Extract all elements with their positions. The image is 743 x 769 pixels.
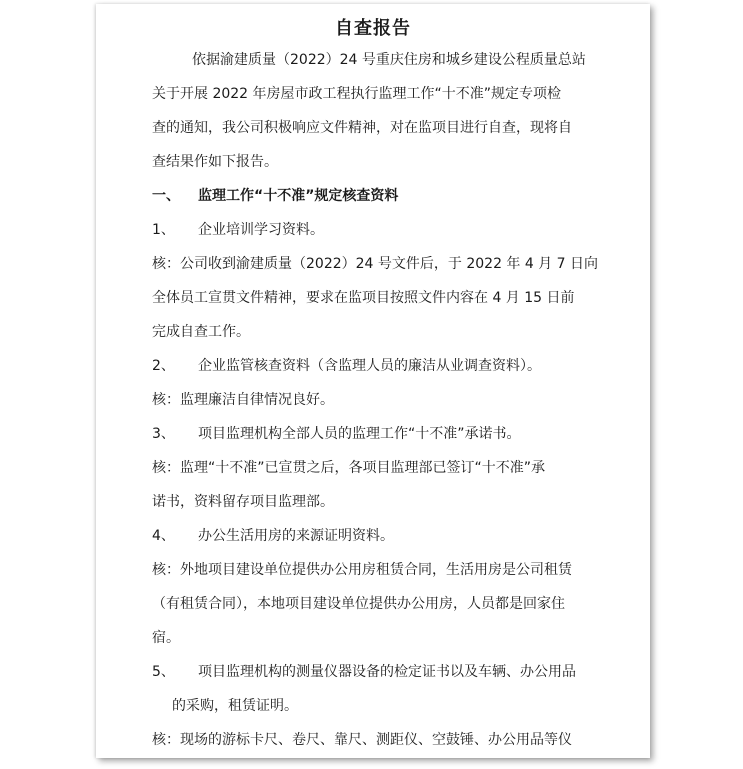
item-title: 办公生活用房的来源证明资料。 bbox=[198, 528, 394, 544]
check-line: 核：监理“十不准”已宣贯之后，各项目监理部已签订“十不准”承 bbox=[152, 460, 546, 476]
check-line: 完成自查工作。 bbox=[152, 324, 250, 340]
section-number: 一、 bbox=[152, 188, 180, 204]
check-line: 宿。 bbox=[152, 630, 180, 646]
item-heading bbox=[152, 220, 324, 240]
document-title: 自查报告 bbox=[335, 18, 411, 39]
item-title-continued: 的采购，租赁证明。 bbox=[172, 698, 298, 714]
item-number: 4、 bbox=[152, 528, 175, 544]
item-number: 5、 bbox=[152, 664, 175, 680]
check-line: 核：现场的游标卡尺、卷尺、靠尺、测距仪、空鼓锤、办公用品等仪 bbox=[152, 732, 572, 748]
item-number: 2、 bbox=[152, 358, 175, 374]
intro-line: 依据渝建质量（2022）24 号重庆住房和城乡建设公程质量总站 bbox=[192, 52, 586, 68]
document-page bbox=[96, 4, 650, 758]
item-title: 项目监理机构的测量仪器设备的检定证书以及车辆、办公用品 bbox=[198, 664, 576, 680]
check-line: 核：外地项目建设单位提供办公用房租赁合同，生活用房是公司租赁 bbox=[152, 562, 572, 578]
check-line: 核：公司收到渝建质量（2022）24 号文件后，于 2022 年 4 月 7 日向 bbox=[152, 256, 599, 272]
item-heading bbox=[152, 424, 521, 444]
intro-line: 关于开展 2022 年房屋市政工程执行监理工作“十不准”规定专项检 bbox=[152, 86, 562, 102]
item-heading bbox=[152, 526, 394, 546]
intro-line: 查结果作如下报告。 bbox=[152, 154, 278, 170]
item-number: 3、 bbox=[152, 426, 175, 442]
check-line: 诺书，资料留存项目监理部。 bbox=[152, 494, 334, 510]
check-line: 全体员工宣贯文件精神，要求在监项目按照文件内容在 4 月 15 日前 bbox=[152, 290, 575, 306]
intro-line: 查的通知，我公司积极响应文件精神，对在监项目进行自查，现将自 bbox=[152, 120, 572, 136]
section-title: 监理工作“十不准”规定核查资料 bbox=[198, 188, 399, 204]
item-title: 企业监管核查资料（含监理人员的廉洁从业调查资料）。 bbox=[198, 358, 541, 374]
item-title: 企业培训学习资料。 bbox=[198, 222, 324, 238]
item-number: 1、 bbox=[152, 222, 175, 238]
item-heading bbox=[152, 356, 541, 376]
item-heading bbox=[152, 662, 576, 682]
check-line: 核：监理廉洁自律情况良好。 bbox=[152, 392, 334, 408]
section-heading bbox=[152, 186, 398, 206]
item-title: 项目监理机构全部人员的监理工作“十不准”承诺书。 bbox=[198, 426, 521, 442]
check-line: （有租赁合同），本地项目建设单位提供办公用房，人员都是回家住 bbox=[152, 596, 565, 612]
